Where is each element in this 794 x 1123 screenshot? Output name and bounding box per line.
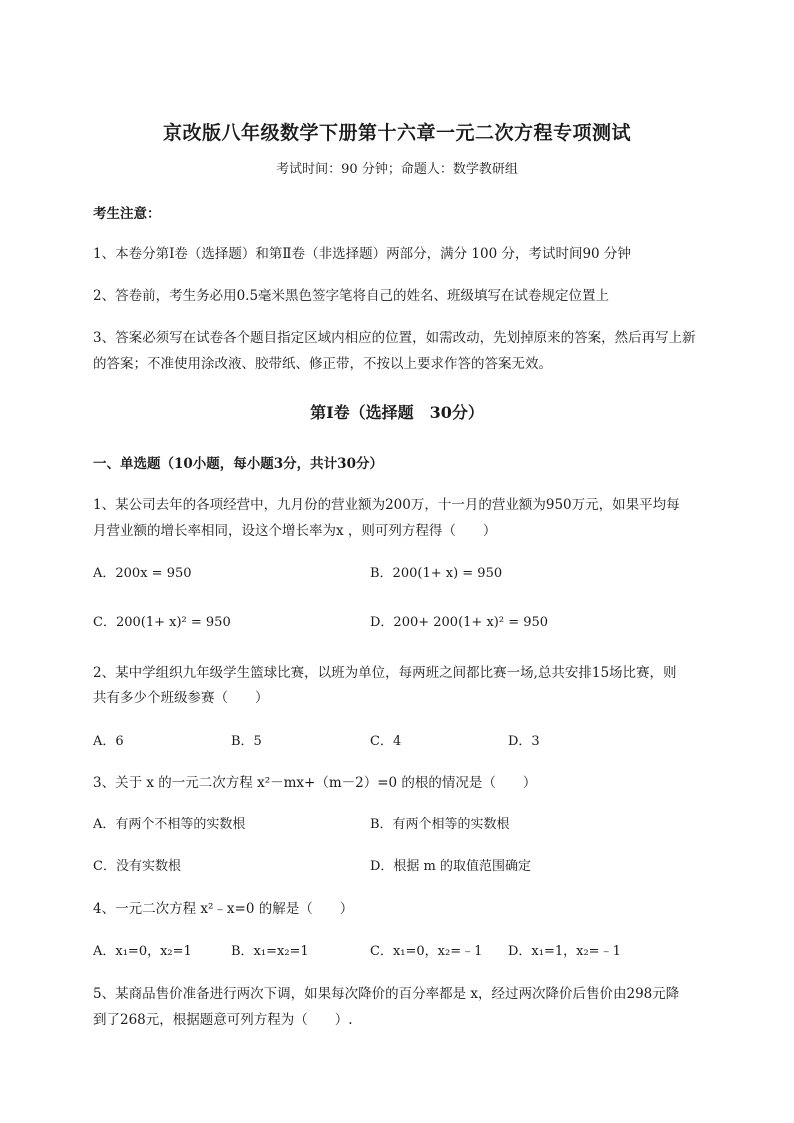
note-item-3-line-2: 的答案；不准使用涂改液、胶带纸、修正带，不按以上要求作答的答案无效。 (93, 356, 552, 372)
q3-option-b: B．有两个相等的实数根 (370, 817, 510, 832)
q2-option-c: C．4 (370, 734, 402, 749)
q4-stem: 4、一元二次方程 x²﹣x=0 的解是（ ） (93, 901, 354, 917)
q3-stem: 3、关于 x 的一元二次方程 x²－mx+（m－2）=0 的根的情况是（ ） (93, 775, 537, 791)
q4-option-c: C．x₁=0，x₂=﹣1 (370, 944, 483, 959)
q1-option-b: B．200(1+ x) = 950 (370, 566, 503, 581)
notes-heading: 考生注意： (93, 206, 161, 222)
q3-option-d: D．根据 m 的取值范围确定 (370, 859, 532, 874)
q2-option-b: B．5 (231, 734, 262, 749)
q4-option-a: A．x₁=0，x₂=1 (93, 944, 192, 959)
q2-stem-line-2: 共有多少个班级参赛（ ） (93, 690, 269, 706)
part-heading: 一、单选题（10小题，每小题3分，共计30分） (93, 456, 383, 472)
q5-stem-line-1: 5、某商品售价准备进行两次下调，如果每次降价的百分率都是 x，经过两次降价后售价由298元降 (93, 986, 680, 1002)
q2-option-a: A．6 (93, 734, 124, 749)
note-item-3-line-1: 3、答案必须写在试卷各个题目指定区域内相应的位置，如需改动，先划掉原来的答案，然后再写上新 (93, 330, 696, 346)
q1-option-c: C．200(1+ x)² = 950 (93, 615, 231, 630)
q2-stem-line-1: 2、某中学组织九年级学生篮球比赛，以班为单位，每两班之间都比赛一场,总共安排15场比赛，则 (93, 665, 677, 681)
exam-subtitle: 考试时间：90 分钟；命题人：数学教研组 (276, 162, 518, 177)
q1-option-a: A．200x = 950 (93, 566, 192, 581)
exam-title: 京改版八年级数学下册第十六章一元二次方程专项测试 (162, 122, 631, 144)
note-item-2: 2、答卷前，考生务必用0.5毫米黑色签字笔将自己的姓名、班级填写在试卷规定位置上 (93, 288, 610, 304)
q4-option-d: D．x₁=1，x₂=﹣1 (508, 944, 621, 959)
section-title: 第Ⅰ卷（选择题 30分） (310, 403, 484, 422)
q2-option-d: D．3 (508, 734, 540, 749)
q3-option-a: A．有两个不相等的实数根 (93, 817, 246, 832)
q4-option-b: B．x₁=x₂=1 (231, 944, 309, 959)
q1-option-d: D．200+ 200(1+ x)² = 950 (370, 615, 549, 630)
q3-option-c: C．没有实数根 (93, 859, 181, 874)
q5-stem-line-2: 到了268元，根据题意可列方程为（ ）. (93, 1012, 353, 1028)
note-item-1: 1、本卷分第Ⅰ卷（选择题）和第Ⅱ卷（非选择题）两部分，满分 100 分，考试时间90 分钟 (93, 246, 631, 262)
q1-stem-line-1: 1、某公司去年的各项经营中，九月份的营业额为200万，十一月的营业额为950万元，如果平均每 (93, 497, 680, 513)
q1-stem-line-2: 月营业额的增长率相同，设这个增长率为x ，则可列方程得（ ） (93, 523, 497, 539)
